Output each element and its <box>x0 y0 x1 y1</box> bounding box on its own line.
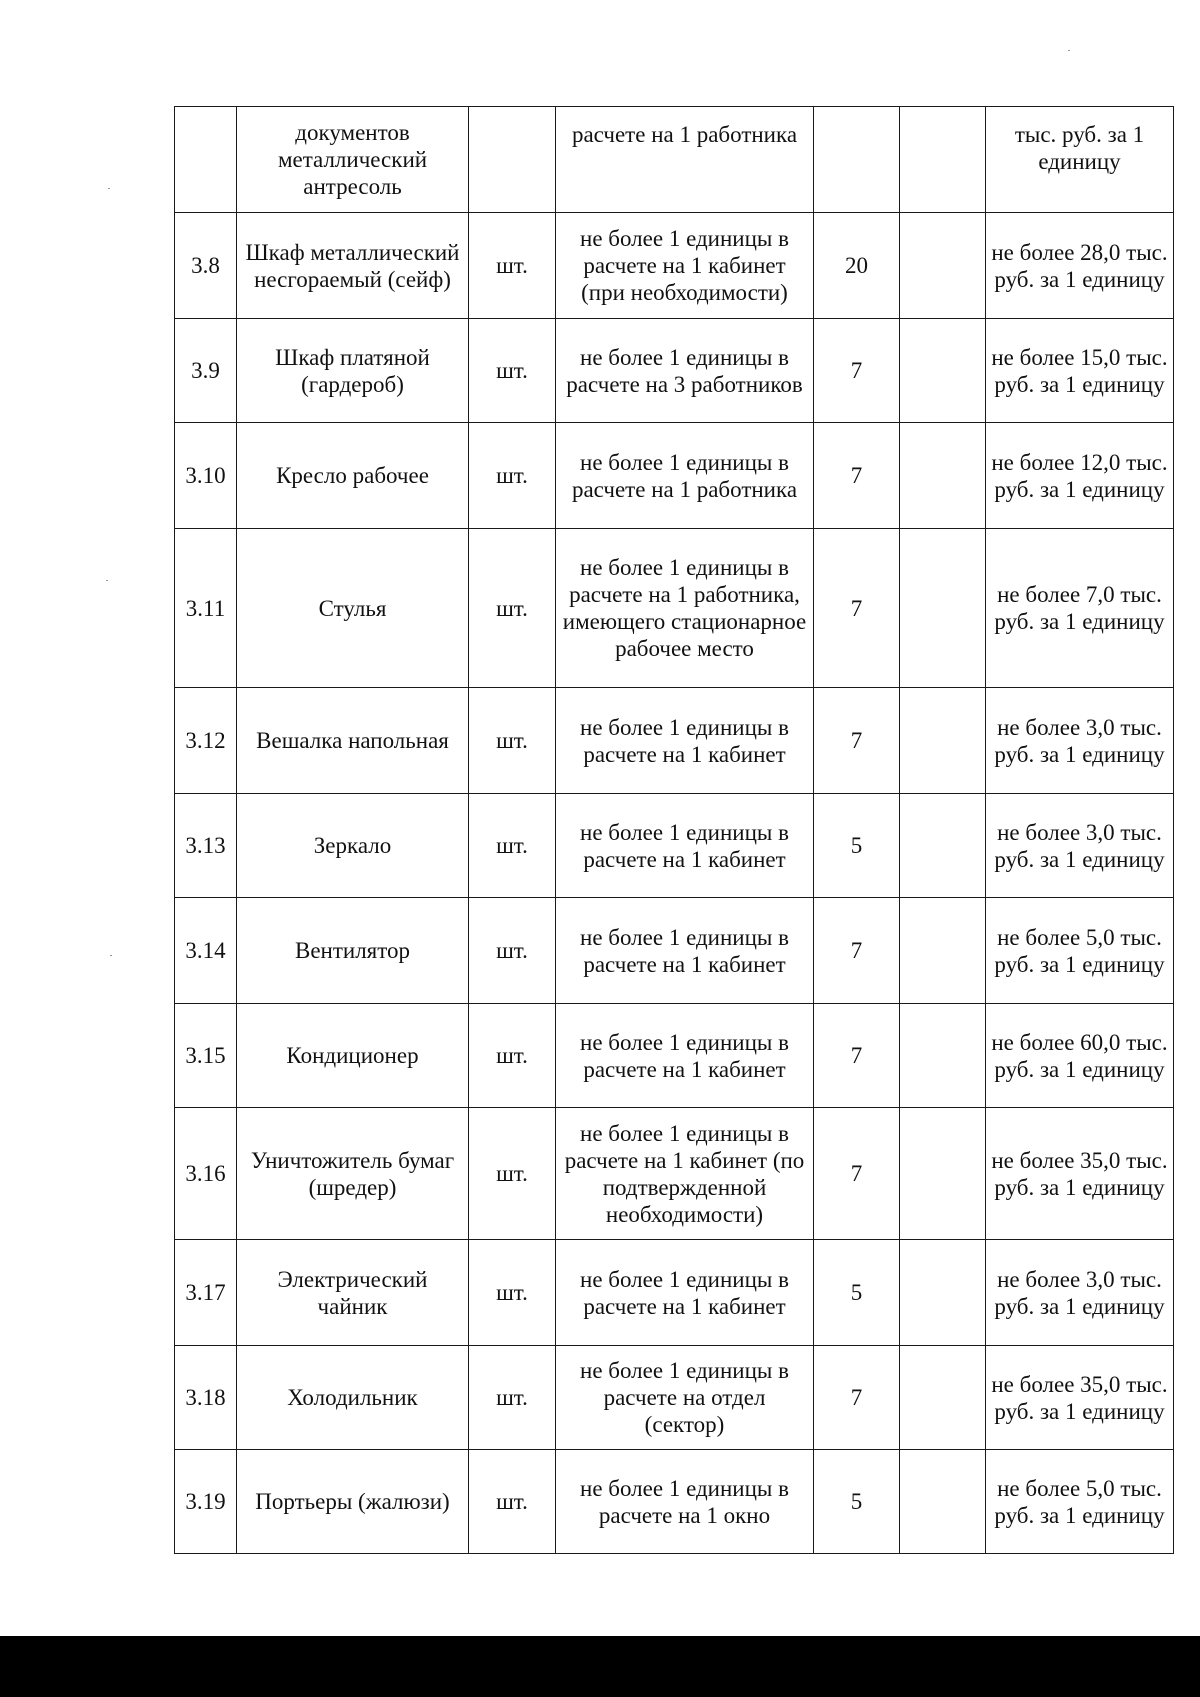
cell-item-name: Кресло рабочее <box>237 423 469 529</box>
scan-speck <box>108 188 110 189</box>
cell-norm: расчете на 1 работника <box>556 107 814 213</box>
cell-number: 3.13 <box>175 794 237 898</box>
cell-years: 7 <box>814 319 900 423</box>
table-row <box>175 1450 1174 1554</box>
cell-years: 7 <box>814 423 900 529</box>
table-row <box>175 1240 1174 1346</box>
cell-empty <box>900 319 986 423</box>
cell-norm: не более 1 единицы в расчете на 3 работников <box>556 319 814 423</box>
cell-empty <box>900 213 986 319</box>
cell-number: 3.17 <box>175 1240 237 1346</box>
norms-table <box>174 106 1174 1554</box>
cell-unit: шт. <box>469 529 556 688</box>
cell-empty <box>900 1346 986 1450</box>
cell-price: не более 28,0 тыс. руб. за 1 единицу <box>986 213 1174 319</box>
cell-price: не более 3,0 тыс. руб. за 1 единицу <box>986 1240 1174 1346</box>
cell-years: 7 <box>814 1004 900 1108</box>
table-row <box>175 423 1174 529</box>
cell-price: не более 5,0 тыс. руб. за 1 единицу <box>986 898 1174 1004</box>
cell-norm: не более 1 единицы в расчете на отдел (сектор) <box>556 1346 814 1450</box>
cell-years: 7 <box>814 1108 900 1240</box>
cell-number: 3.19 <box>175 1450 237 1554</box>
cell-norm: не более 1 единицы в расчете на 1 работника, имеющего стационарное рабочее место <box>556 529 814 688</box>
cell-norm: не более 1 единицы в расчете на 1 кабинет <box>556 1004 814 1108</box>
cell-years <box>814 107 900 213</box>
cell-empty <box>900 1004 986 1108</box>
table-row <box>175 1346 1174 1450</box>
cell-price: не более 35,0 тыс. руб. за 1 единицу <box>986 1108 1174 1240</box>
cell-empty <box>900 529 986 688</box>
cell-item-name: Шкаф платяной (гардероб) <box>237 319 469 423</box>
cell-years: 7 <box>814 898 900 1004</box>
cell-empty <box>900 1240 986 1346</box>
cell-number: 3.10 <box>175 423 237 529</box>
cell-norm: не более 1 единицы в расчете на 1 кабинет <box>556 1240 814 1346</box>
cell-norm: не более 1 единицы в расчете на 1 окно <box>556 1450 814 1554</box>
cell-number: 3.9 <box>175 319 237 423</box>
cell-item-name: Холодильник <box>237 1346 469 1450</box>
cell-norm: не более 1 единицы в расчете на 1 кабинет <box>556 794 814 898</box>
cell-norm: не более 1 единицы в расчете на 1 кабинет (при необходимости) <box>556 213 814 319</box>
cell-years: 7 <box>814 529 900 688</box>
table-row-continuation <box>175 107 1174 213</box>
cell-empty <box>900 898 986 1004</box>
cell-unit: шт. <box>469 794 556 898</box>
cell-item-name: Портьеры (жалюзи) <box>237 1450 469 1554</box>
cell-years: 5 <box>814 1240 900 1346</box>
table-row <box>175 898 1174 1004</box>
cell-item-name: Шкаф металлический несгораемый (сейф) <box>237 213 469 319</box>
cell-number: 3.12 <box>175 688 237 794</box>
cell-years: 7 <box>814 1346 900 1450</box>
cell-number <box>175 107 237 213</box>
cell-price: не более 60,0 тыс. руб. за 1 единицу <box>986 1004 1174 1108</box>
cell-item-name: Стулья <box>237 529 469 688</box>
cell-number: 3.16 <box>175 1108 237 1240</box>
table-body <box>175 107 1174 1554</box>
scan-speck <box>110 955 112 956</box>
cell-unit: шт. <box>469 898 556 1004</box>
cell-unit: шт. <box>469 1346 556 1450</box>
table-row <box>175 1004 1174 1108</box>
cell-number: 3.8 <box>175 213 237 319</box>
cell-norm: не более 1 единицы в расчете на 1 кабинет <box>556 898 814 1004</box>
cell-price: не более 12,0 тыс. руб. за 1 единицу <box>986 423 1174 529</box>
cell-price: тыс. руб. за 1 единицу <box>986 107 1174 213</box>
cell-price: не более 3,0 тыс. руб. за 1 единицу <box>986 688 1174 794</box>
scan-speck <box>1068 50 1070 51</box>
cell-norm: не более 1 единицы в расчете на 1 кабинет <box>556 688 814 794</box>
table-row <box>175 319 1174 423</box>
cell-norm: не более 1 единицы в расчете на 1 работника <box>556 423 814 529</box>
table-row <box>175 213 1174 319</box>
cell-years: 5 <box>814 1450 900 1554</box>
table-row <box>175 529 1174 688</box>
cell-item-name: Зеркало <box>237 794 469 898</box>
cell-number: 3.18 <box>175 1346 237 1450</box>
cell-unit: шт. <box>469 423 556 529</box>
cell-unit: шт. <box>469 1108 556 1240</box>
cell-unit: шт. <box>469 1240 556 1346</box>
cell-item-name: Вешалка напольная <box>237 688 469 794</box>
cell-price: не более 7,0 тыс. руб. за 1 единицу <box>986 529 1174 688</box>
cell-unit: шт. <box>469 688 556 794</box>
cell-unit: шт. <box>469 319 556 423</box>
cell-unit: шт. <box>469 1004 556 1108</box>
table-row <box>175 1108 1174 1240</box>
cell-item-name: Уничтожитель бумаг (шредер) <box>237 1108 469 1240</box>
cell-empty <box>900 1108 986 1240</box>
cell-item-name: Электрический чайник <box>237 1240 469 1346</box>
cell-item-name: Кондиционер <box>237 1004 469 1108</box>
cell-number: 3.11 <box>175 529 237 688</box>
cell-empty <box>900 107 986 213</box>
cell-price: не более 35,0 тыс. руб. за 1 единицу <box>986 1346 1174 1450</box>
cell-number: 3.15 <box>175 1004 237 1108</box>
cell-unit <box>469 107 556 213</box>
scan-speck <box>106 580 108 581</box>
table-row <box>175 794 1174 898</box>
cell-number: 3.14 <box>175 898 237 1004</box>
table-row <box>175 688 1174 794</box>
cell-unit: шт. <box>469 1450 556 1554</box>
cell-norm: не более 1 единицы в расчете на 1 кабинет (по подтвержденной необходимости) <box>556 1108 814 1240</box>
cell-price: не более 5,0 тыс. руб. за 1 единицу <box>986 1450 1174 1554</box>
cell-price: не более 3,0 тыс. руб. за 1 единицу <box>986 794 1174 898</box>
cell-years: 7 <box>814 688 900 794</box>
cell-empty <box>900 794 986 898</box>
cell-price: не более 15,0 тыс. руб. за 1 единицу <box>986 319 1174 423</box>
cell-years: 20 <box>814 213 900 319</box>
cell-unit: шт. <box>469 213 556 319</box>
cell-empty <box>900 1450 986 1554</box>
cell-empty <box>900 423 986 529</box>
cell-empty <box>900 688 986 794</box>
cell-years: 5 <box>814 794 900 898</box>
scan-bottom-band <box>0 1636 1200 1697</box>
cell-item-name: Вентилятор <box>237 898 469 1004</box>
cell-item-name: документов металлический антресоль <box>237 107 469 213</box>
